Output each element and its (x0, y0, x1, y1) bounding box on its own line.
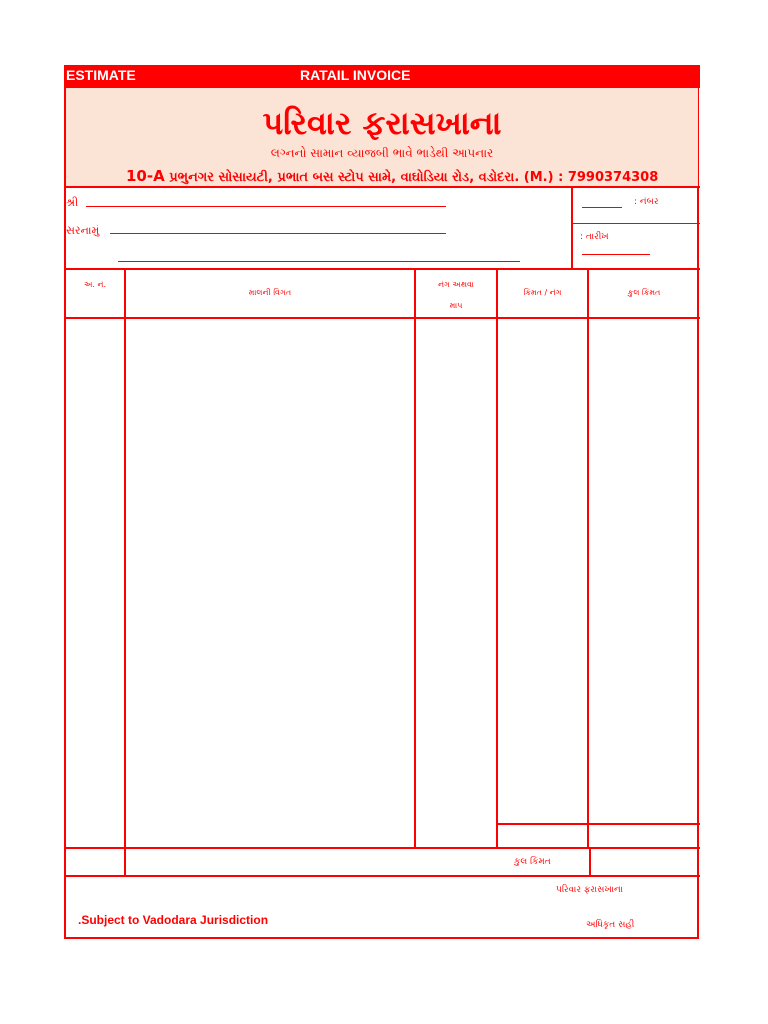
total-value-divider (589, 847, 591, 877)
top-bar (64, 65, 700, 88)
total-label: કુલ કિંમત (514, 857, 551, 867)
customer-name-label: શ્રી (66, 196, 79, 209)
date-line[interactable] (582, 254, 650, 255)
col-header-sr-no: અ. નં. (83, 280, 107, 289)
mobile-number: 7990374308 (567, 170, 659, 185)
address-text: પ્રભુનગર સોસાયટી, પ્રભાત બસ સ્ટોપ સામે, વાઘોડિયા રોડ, વડોદરા. (169, 170, 520, 185)
estimate-label: ESTIMATE (66, 67, 136, 83)
col-line-2 (414, 268, 416, 848)
header-divider (64, 186, 700, 188)
col-header-measure: માપ (449, 301, 463, 310)
footer-shop-name: પરિવાર ફરાસખાના (556, 885, 623, 895)
total-row-bottom (64, 875, 700, 877)
shop-name: પરિવાર ફરાસખાના (262, 104, 502, 142)
address-code: 10-A (126, 167, 165, 185)
number-line[interactable] (582, 207, 622, 208)
signature-label: અધિકૃત સહી (586, 920, 635, 930)
customer-address-line-1[interactable] (110, 233, 446, 234)
col-header-rate: કિંમત / નંગ (523, 288, 562, 297)
subtotal-divider (497, 823, 700, 825)
shop-address (126, 167, 658, 185)
jurisdiction-note: .Subject to Vadodara Jurisdiction (78, 913, 269, 927)
invoice-frame (64, 65, 699, 939)
customer-divider (64, 268, 700, 270)
number-label: : નંબર (634, 197, 659, 207)
col-line-3 (496, 268, 498, 848)
col-line-1 (124, 268, 126, 877)
customer-vertical-divider (571, 186, 573, 270)
date-label: : તારીખ (580, 232, 609, 242)
total-row-top (64, 847, 700, 849)
col-header-qty: નંગ અથવા (438, 280, 474, 289)
col-header-amount: કુલ કિંમત (627, 288, 661, 297)
col-header-description: માલની વિગત (248, 288, 292, 297)
tagline: લગ્નનો સામાન વ્યાજબી ભાવે ભાડેથી આપનાર (270, 146, 494, 160)
number-date-divider (572, 223, 700, 224)
invoice-type: RATAIL INVOICE (300, 67, 411, 83)
customer-name-line[interactable] (86, 206, 446, 207)
column-header-divider (64, 317, 700, 319)
mobile-label: (M.) : (523, 170, 564, 185)
customer-address-line-2[interactable] (118, 261, 520, 262)
customer-address-label: સરનામું (66, 224, 100, 237)
col-line-4 (587, 268, 589, 848)
